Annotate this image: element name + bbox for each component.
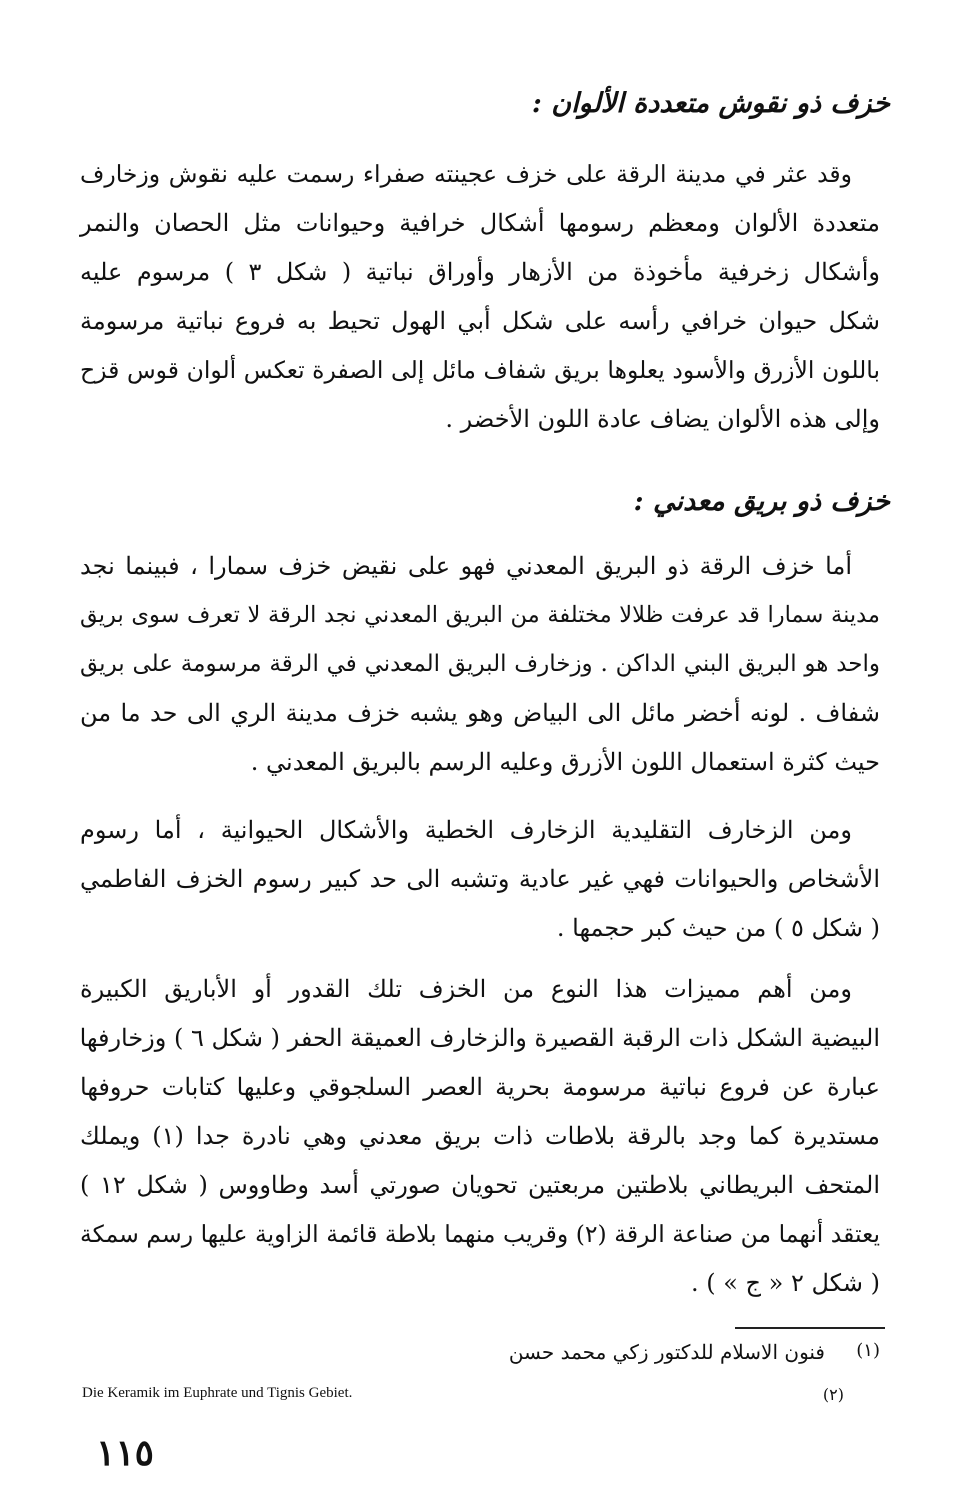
text-line: وإلى هذه الألوان يضاف عادة اللون الأخضر . xyxy=(445,405,880,433)
text-line: واحد هو البريق البني الداكن . وزخارف البريق المعدني في الرقة مرسومة على بريق xyxy=(80,651,880,677)
text-line: شفاف . لونه أخضر مائل الى البياض وهو يشبه خزف مدينة الري الى حد ما من xyxy=(80,699,880,727)
text-line: عبارة عن فروع نباتية مرسومة بحرية العصر السلجوقي وعليها كتابات حروفها xyxy=(80,1073,880,1101)
text-line: يعتقد أنهما من صناعة الرقة (٢) وقريب منهما بلاطة قائمة الزاوية عليها رسم سمكة xyxy=(80,1220,880,1248)
section-heading-lustre: خزف ذو بريق معدني : xyxy=(633,486,890,517)
paragraph-lustre-3 xyxy=(80,965,880,1308)
footnote-2 xyxy=(82,1385,842,1415)
text-line: أما خزف الرقة ذو البريق المعدني فهو على نقيض خزف سمارا ، فبينما نجد xyxy=(80,552,853,580)
footnote-1-text: فنون الاسلام للدكتور زكي محمد حسن xyxy=(508,1340,825,1364)
paragraph-lustre-1 xyxy=(80,542,880,787)
text-line: حيث كثرة استعمال اللون الأزرق وعليه الرسم بالبريق المعدني . xyxy=(250,748,880,776)
text-line: ( شكل ٥ ) من حيث كبر حجمها . xyxy=(556,914,880,942)
paragraph-polychrome xyxy=(80,150,880,444)
text-line: ومن الزخارف التقليدية الزخارف الخطية والأشكال الحيوانية ، أما رسوم xyxy=(80,816,852,844)
text-line: البيضية الشكل ذات الرقبة القصيرة والزخارف العميقة الحفر ( شكل ٦ ) وزخارفها xyxy=(79,1024,880,1052)
text-line: متعددة الألوان ومعظم رسومها أشكال خرافية وحيوانات مثل الحصان والنمر xyxy=(80,209,880,237)
footnote-1-number: (١) xyxy=(856,1340,880,1361)
text-line: باللون الأزرق والأسود يعلوها بريق شفاف مائل إلى الصفرة تعكس ألوان قوس قزح xyxy=(80,356,880,384)
paragraph-lustre-2 xyxy=(80,806,880,953)
text-line: شكل حيوان خرافي رأسه على شكل أبي الهول تحيط به فروع نباتية مرسومة xyxy=(80,307,880,335)
text-line: وقد عثر في مدينة الرقة على خزف عجينته صفراء رسمت عليه نقوش وزخارف xyxy=(80,160,852,188)
text-line: وأشكال زخرفية مأخوذة من الأزهار وأوراق نباتية ( شكل ٣ ) مرسوم عليه xyxy=(80,258,880,286)
footnote-divider xyxy=(735,1327,885,1329)
section-heading-polychrome: خزف ذو نقوش متعددة الألوان : xyxy=(531,88,890,119)
text-line: مدينة سمارا قد عرفت ظلالا مختلفة من البريق المعدني نجد الرقة لا تعرف سوى بريق xyxy=(80,602,880,628)
text-line: الأشخاص والحيوانات فهي غير عادية وتشبه الى حد كبير رسوم الخزف الفاطمي xyxy=(80,865,880,893)
page-number: ١١٥ xyxy=(96,1432,155,1474)
text-line: ومن أهم مميزات هذا النوع من الخزف تلك القدور أو الأباريق الكبيرة xyxy=(80,975,852,1003)
footnote-2-text: Die Keramik im Euphrate und Tignis Gebiet. xyxy=(82,1385,353,1401)
footnote-2-number: (٢) xyxy=(822,1385,844,1404)
text-line: مستديرة كما وجد بالرقة بلاطات ذات بريق معدني وهي نادرة جدا (١) ويملك xyxy=(80,1122,881,1150)
text-line: ( شكل ٢ « ج » ) . xyxy=(690,1269,880,1297)
text-line: المتحف البريطاني بلاطتين مربعتين تحويان صورتي أسد وطاووس ( شكل ١٢ ) xyxy=(80,1171,880,1199)
